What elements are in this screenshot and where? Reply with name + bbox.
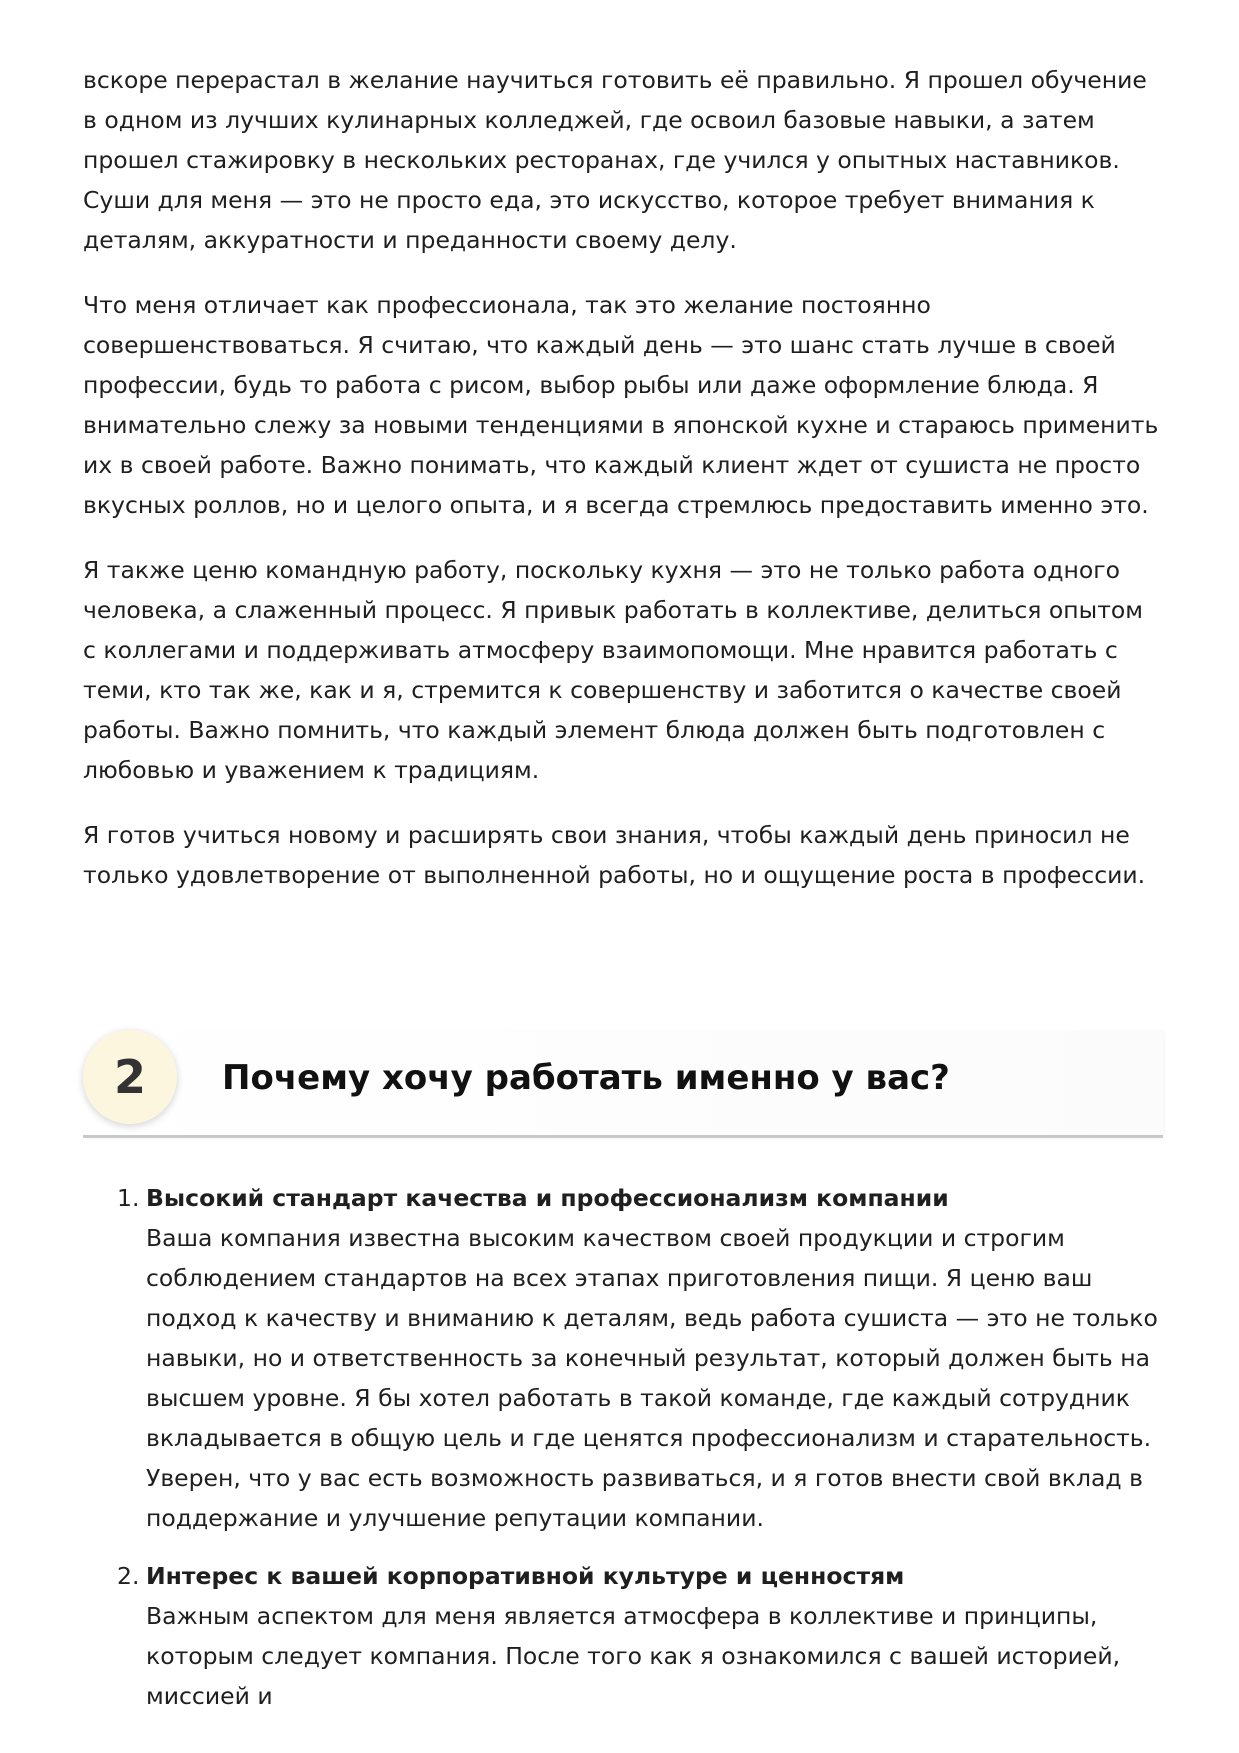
paragraph: Я готов учиться новому и расширять свои знания, чтобы каждый день приносил не только удовлетворение от выполненной работы, но и ощущение роста в профессии. [83, 821, 1146, 889]
intro-text [83, 60, 1163, 920]
section-header [83, 1030, 1163, 1140]
reasons-list [83, 1178, 1163, 1734]
list-item-title: Высокий стандарт качества и профессионализм компании [146, 1184, 949, 1212]
list-item-number: 2. [117, 1562, 140, 1590]
paragraph: Я также ценю командную работу, поскольку кухня — это не только работа одного человека, а слаженный процесс. Я привык работать в коллективе, делиться опытом с коллегами и поддерживать атмосферу взаимопомощи. Мне нравится работать с теми, кто так же, как и я, стремится к совершенству и заботится о качестве своей работы. Важно помнить, что каждый элемент блюда должен быть подготовлен с любовью и уважением к традициям. [83, 556, 1144, 784]
list-item-number: 1. [117, 1184, 140, 1212]
paragraph: Что меня отличает как профессионала, так это желание постоянно совершенствоваться. Я считаю, что каждый день — это шанс стать лучше в своей профессии, будь то работа с рисом, выбор рыбы или даже оформление блюда. Я внимательно слежу за новыми тенденциями в японской кухне и стараюсь применить их в своей работе. Важно понимать, что каждый клиент ждет от сушиста не просто вкусных роллов, но и целого опыта, и я всегда стремлюсь предоставить именно это. [83, 291, 1159, 519]
section-title: Почему хочу работать именно у вас? [222, 1058, 950, 1098]
section-number-badge: 2 [83, 1030, 177, 1124]
list-item [83, 1178, 1163, 1538]
list-item [83, 1556, 1163, 1716]
list-item-title: Интерес к вашей корпоративной культуре и ценностям [146, 1562, 905, 1590]
list-item-body: Важным аспектом для меня является атмосфера в коллективе и принципы, которым следует компания. После того как я ознакомился с вашей историей, миссией и [146, 1602, 1121, 1710]
list-item-body: Ваша компания известна высоким качеством своей продукции и строгим соблюдением стандартов на всех этапах приготовления пищи. Я ценю ваш подход к качеству и вниманию к деталям, ведь работа сушиста — это не только навыки, но и ответственность за конечный результат, который должен быть на высшем уровне. Я бы хотел работать в такой команде, где каждый сотрудник вкладывается в общую цель и где ценятся профессионализм и старательность. Уверен, что у вас есть возможность развиваться, и я готов внести свой вклад в поддержание и улучшение репутации компании. [146, 1224, 1158, 1532]
paragraph: вскоре перерастал в желание научиться готовить её правильно. Я прошел обучение в одном из лучших кулинарных колледжей, где освоил базовые навыки, а затем прошел стажировку в нескольких ресторанах, где учился у опытных наставников. Суши для меня — это не просто еда, это искусство, которое требует внимания к деталям, аккуратности и преданности своему делу. [83, 66, 1147, 254]
